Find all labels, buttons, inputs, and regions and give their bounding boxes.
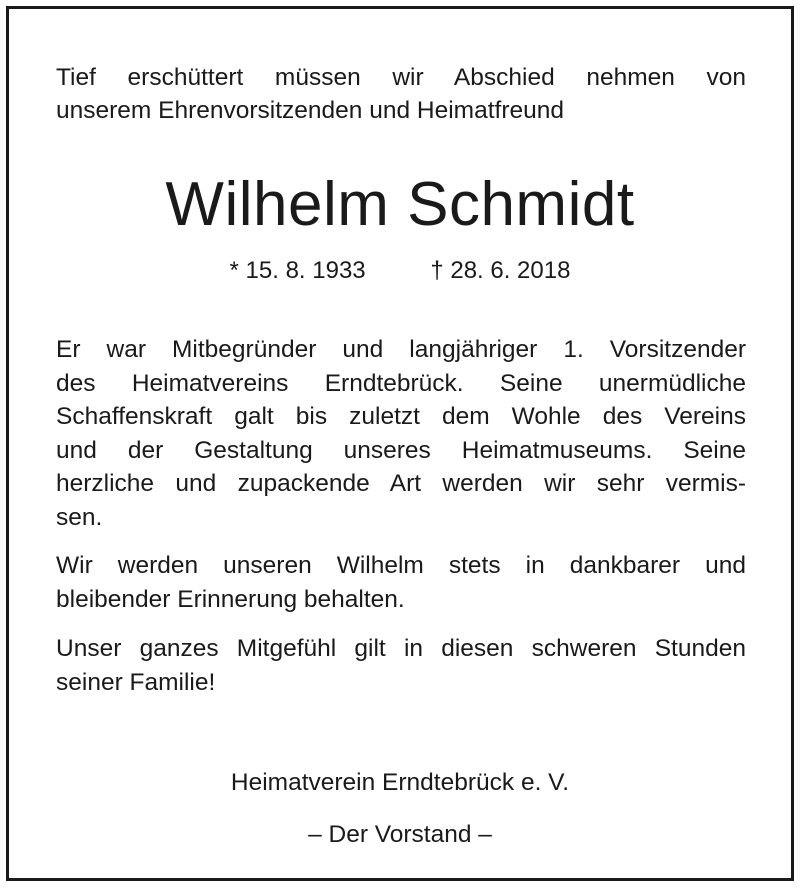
death-date: † 28. 6. 2018: [430, 257, 571, 284]
condolence-paragraph: [56, 632, 746, 699]
intro-line: unserem Ehrenvorsitzenden und Heimatfreund: [56, 97, 564, 124]
paragraph-line: Schaffenskraft galt bis zuletzt dem Wohle des Vereins: [56, 403, 746, 430]
intro-text: [56, 61, 746, 127]
paragraph-line: Wir werden unseren Wilhelm stets in dankbarer und: [56, 552, 746, 579]
deceased-name: Wilhelm Schmidt: [165, 170, 635, 239]
paragraph-line: seiner Familie!: [56, 668, 216, 696]
life-dates: [9, 256, 791, 286]
paragraph-line: Unser ganzes Mitgefühl gilt in diesen schweren Stunden: [56, 635, 746, 662]
paragraph-line: Er war Mitbegründer und langjähriger 1. Vorsitzender: [56, 336, 746, 363]
paragraph-line: und der Gestaltung unseres Heimatmuseums. Seine: [56, 436, 746, 464]
signature-block: [9, 757, 791, 861]
paragraph-line: herzliche und zupackende Art werden wir sehr vermis-: [56, 470, 746, 497]
intro-line: Tief erschüttert müssen wir Abschied nehmen von: [56, 64, 746, 91]
paragraph-line: sen.: [56, 503, 103, 531]
board-signature: – Der Vorstand –: [308, 821, 492, 848]
organization-name: Heimatverein Erndtebrück e. V.: [230, 769, 570, 796]
remembrance-paragraph: [56, 549, 746, 616]
paragraph-line: bleibender Erinnerung behalten.: [56, 585, 405, 613]
obituary-notice: [6, 6, 794, 881]
tribute-paragraph: [56, 333, 746, 534]
birth-date: * 15. 8. 1933: [229, 257, 366, 284]
paragraph-line: des Heimatvereins Erndtebrück. Seine unermüdliche: [56, 369, 746, 397]
